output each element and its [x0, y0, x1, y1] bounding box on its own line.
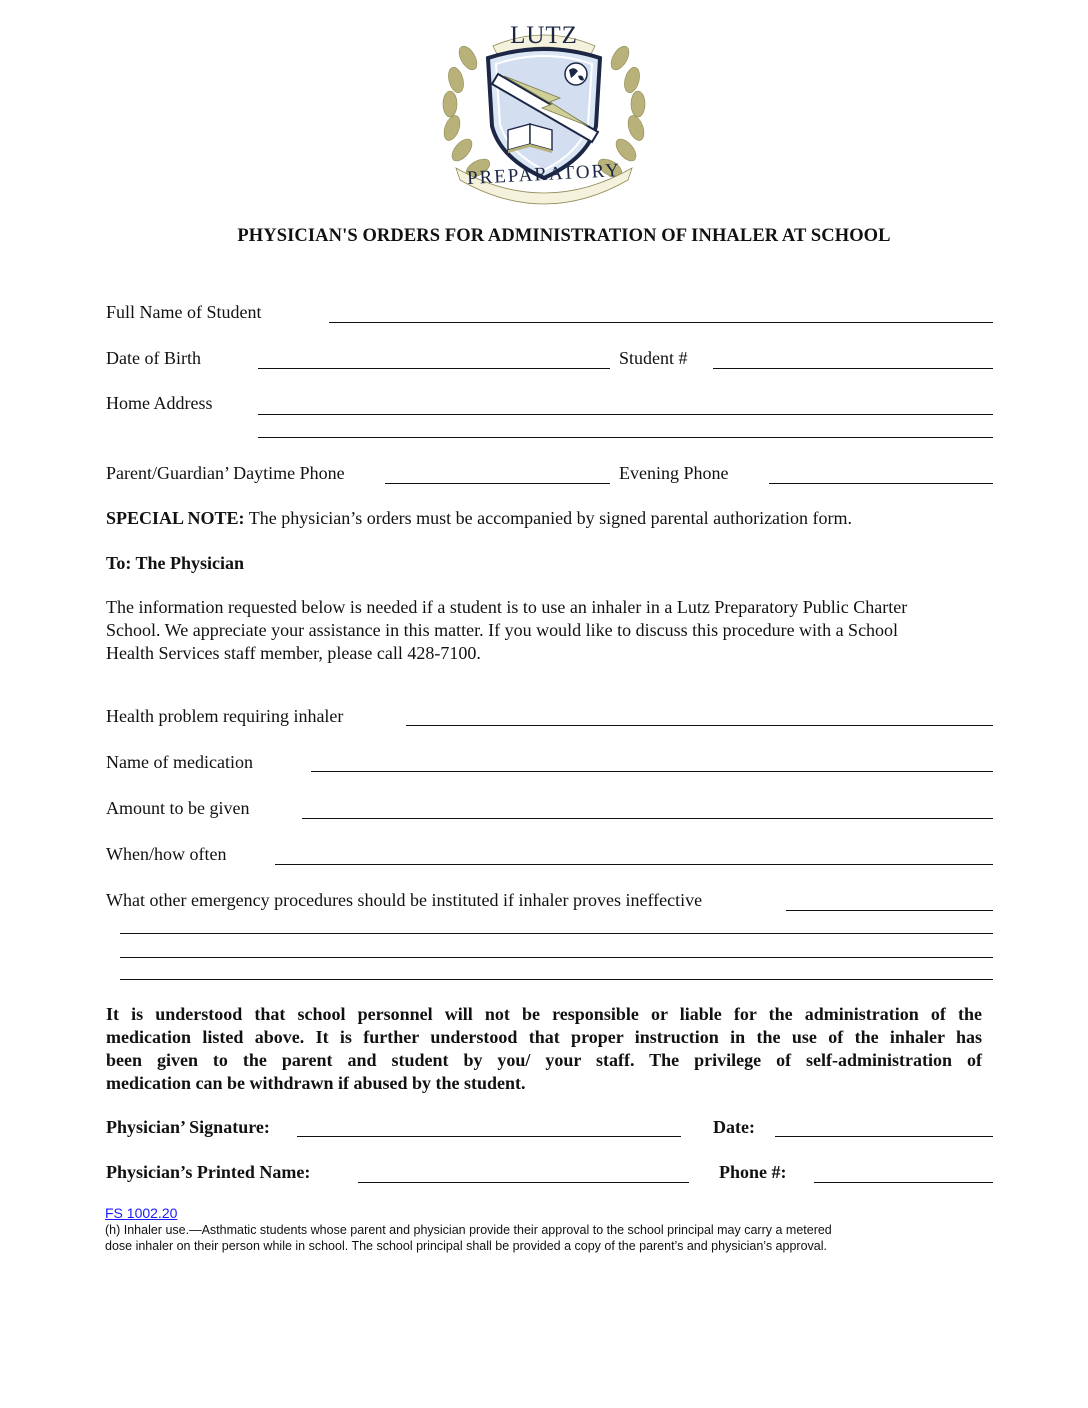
- emergency-field-4[interactable]: [120, 979, 993, 980]
- liability-line-1: It is understood that school personnel will not be responsible or liable for the administration of the: [106, 1004, 982, 1024]
- dob-field[interactable]: [258, 368, 610, 369]
- phone-field[interactable]: [814, 1182, 993, 1183]
- school-logo: [438, 18, 650, 208]
- special-note: [106, 507, 852, 529]
- printed-name-label: Physician’s Printed Name:: [106, 1162, 311, 1182]
- footnote-line-1: (h) Inhaler use.—Asthmatic students whose parent and physician provide their approval to the school principal may carry a metered: [105, 1223, 832, 1237]
- evening-phone-label: Evening Phone: [619, 463, 729, 483]
- special-note-label: SPECIAL NOTE:: [106, 508, 245, 528]
- home-address-label: Home Address: [106, 393, 213, 413]
- liability-line-3: been given to the parent and student by you/ your staff. The privilege of self-administration of: [106, 1050, 982, 1070]
- info-paragraph: [106, 596, 986, 665]
- emergency-field-2[interactable]: [120, 933, 993, 934]
- info-line-1: The information requested below is needed if a student is to use an inhaler in a Lutz Preparatory Public Charter: [106, 597, 908, 617]
- student-number-label: Student #: [619, 348, 688, 368]
- amount-label: Amount to be given: [106, 798, 250, 818]
- emergency-field-1[interactable]: [786, 910, 993, 911]
- full-name-field[interactable]: [329, 322, 993, 323]
- logo-bottom-text: PREPARATORY: [466, 159, 622, 190]
- physician-signature-field[interactable]: [297, 1136, 681, 1137]
- special-note-text: The physician’s orders must be accompanied by signed parental authorization form.: [244, 508, 853, 528]
- frequency-label: When/how often: [106, 844, 227, 864]
- student-number-field[interactable]: [713, 368, 993, 369]
- health-problem-field[interactable]: [406, 725, 993, 726]
- daytime-phone-field[interactable]: [385, 483, 610, 484]
- daytime-phone-label: Parent/Guardian’ Daytime Phone: [106, 463, 345, 483]
- to-physician-heading: To: The Physician: [106, 553, 245, 573]
- amount-field[interactable]: [302, 818, 993, 819]
- date-field[interactable]: [775, 1136, 993, 1137]
- liability-line-4: medication can be withdrawn if abused by the student.: [106, 1073, 526, 1093]
- phone-label: Phone #:: [719, 1162, 787, 1182]
- form-title: PHYSICIAN'S ORDERS FOR ADMINISTRATION OF INHALER AT SCHOOL: [237, 226, 891, 246]
- medication-label: Name of medication: [106, 752, 253, 772]
- liability-paragraph: [106, 1003, 982, 1095]
- date-label: Date:: [713, 1117, 755, 1137]
- home-address-field-1[interactable]: [258, 414, 993, 415]
- dob-label: Date of Birth: [106, 348, 201, 368]
- medication-field[interactable]: [311, 771, 993, 772]
- printed-name-field[interactable]: [358, 1182, 689, 1183]
- liability-line-2: medication listed above. It is further understood that proper instruction in the use of the inhaler has: [106, 1027, 982, 1047]
- logo-top-text: LUTZ: [510, 22, 578, 49]
- evening-phone-field[interactable]: [769, 483, 993, 484]
- footnote: [105, 1205, 985, 1254]
- full-name-label: Full Name of Student: [106, 302, 262, 322]
- health-problem-label: Health problem requiring inhaler: [106, 706, 344, 726]
- info-line-3: Health Services staff member, please call 428-7100.: [106, 643, 481, 663]
- info-line-2: School. We appreciate your assistance in this matter. If you would like to discuss this procedure with a School: [106, 620, 899, 640]
- home-address-field-2[interactable]: [258, 437, 993, 438]
- footnote-line-2: dose inhaler on their person while in school. The school principal shall be provided a copy of the parent’s and physician’s approval.: [105, 1239, 827, 1253]
- emergency-field-3[interactable]: [120, 957, 993, 958]
- physician-signature-label: Physician’ Signature:: [106, 1117, 270, 1137]
- statute-link[interactable]: FS 1002.20: [105, 1205, 178, 1221]
- frequency-field[interactable]: [275, 864, 993, 865]
- emergency-label: What other emergency procedures should be instituted if inhaler proves ineffective: [106, 890, 703, 910]
